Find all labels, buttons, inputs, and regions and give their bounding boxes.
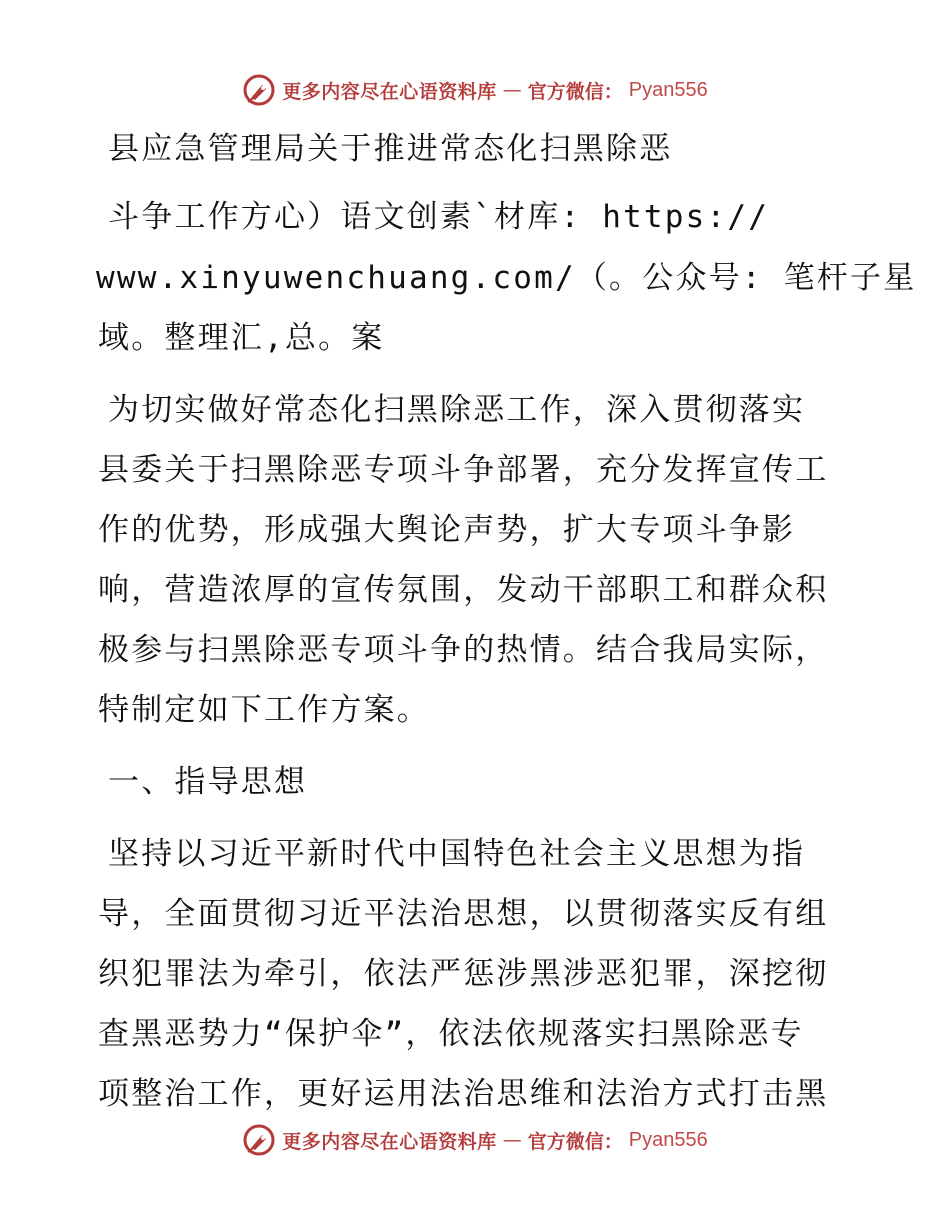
intro-line-2: 县委关于扫黑除恶专项斗争部署，充分发挥宣传工 — [98, 452, 829, 488]
watermark-contact-value: Pyan556 — [628, 1128, 708, 1151]
document-title-line-1: 县应急管理局关于推进常态化扫黑除恶 — [108, 131, 673, 167]
watermark-header — [0, 68, 950, 112]
watermark-footer — [0, 1118, 950, 1162]
intro-line-4: 响，营造浓厚的宣传氛围，发动干部职工和群众积 — [98, 572, 829, 608]
watermark-contact-label: 官方微信： — [527, 1130, 623, 1153]
section-1-line-1: 坚持以习近平新时代中国特色社会主义思想为指 — [108, 836, 806, 872]
intro-line-1: 为切实做好常态化扫黑除恶工作，深入贯彻落实 — [108, 392, 806, 428]
intro-line-5: 极参与扫黑除恶专项斗争的热情。结合我局实际， — [98, 632, 829, 668]
watermark-text: 更多内容尽在心语资料库 — [282, 1130, 497, 1153]
intro-line-6: 特制定如下工作方案。 — [98, 692, 430, 728]
section-1-line-2: 导，全面贯彻习近平法治思想，以贯彻落实反有组 — [98, 896, 829, 932]
section-1-line-4: 查黑恶势力“保护伞”，依法依规落实扫黑除恶专 — [98, 1016, 804, 1052]
document-body — [96, 118, 917, 1124]
pen-nib-icon — [242, 1123, 276, 1157]
watermark-text: 更多内容尽在心语资料库 — [282, 80, 497, 103]
document-title-line-4: 域。整理汇,总。案 — [98, 320, 385, 356]
document-title-line-3: www.xinyuwenchuang.com/（。公众号: 笔杆子星 — [96, 260, 917, 296]
watermark-separator: — — [502, 1129, 522, 1151]
section-1-line-5: 项整治工作，更好运用法治思维和法治方式打击黑 — [98, 1076, 829, 1112]
watermark-contact-value: Pyan556 — [628, 78, 708, 101]
document-title-line-2: 斗争工作方心）语文创素`材库: https:// — [108, 199, 770, 235]
watermark-separator: — — [502, 79, 522, 101]
pen-nib-icon — [242, 73, 276, 107]
intro-line-3: 作的优势，形成强大舆论声势，扩大专项斗争影 — [98, 512, 796, 548]
watermark-contact-label: 官方微信： — [527, 80, 623, 103]
section-1-heading: 一、指导思想 — [108, 764, 308, 800]
section-1-line-3: 织犯罪法为牵引，依法严惩涉黑涉恶犯罪，深挖彻 — [98, 956, 829, 992]
